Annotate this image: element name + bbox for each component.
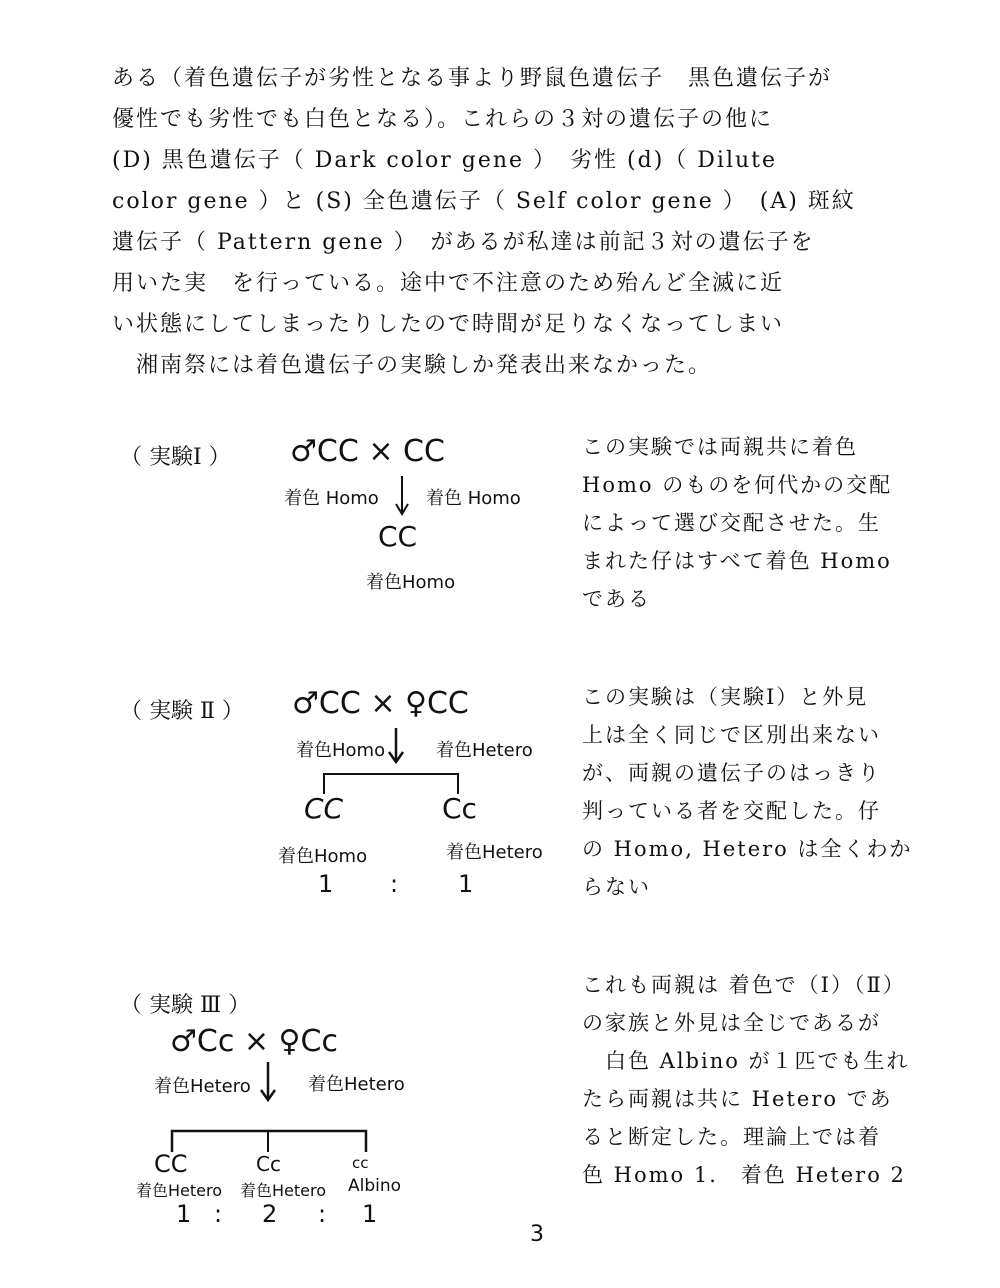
experiment-3-label: （ 実験 Ⅲ ） <box>120 993 251 1018</box>
experiment-3-child-1: CC <box>154 1150 188 1178</box>
description-line: である <box>582 587 651 611</box>
intro-line: 優性でも劣性でも白色となる）。これらの３対の遺伝子の他に <box>112 107 774 132</box>
experiment-3-ratio-colon-1: : <box>214 1200 223 1228</box>
description-line: らない <box>582 875 651 899</box>
description-line: 判っている者を交配した。仔 <box>582 799 881 823</box>
description-line: によって選び交配させた。生 <box>582 511 881 535</box>
down-arrow-icon <box>392 474 412 518</box>
experiment-3-ratio-2: 2 <box>262 1200 278 1228</box>
description-line: この実験では両親共に着色 <box>582 435 858 459</box>
intro-line: 湘南祭には着色遺伝子の実験しか発表出来なかった。 <box>112 353 713 378</box>
experiment-2-label: （ 実験 Ⅱ ） <box>120 699 244 724</box>
experiment-3-ratio-1: 1 <box>176 1200 192 1228</box>
intro-line: 遺伝子（ Pattern gene ） があるが私達は前記３対の遺伝子を <box>112 230 815 255</box>
description-line: 白色 Albino が１匹でも生れ <box>582 1049 910 1073</box>
experiment-3-child-3: cc <box>352 1154 369 1172</box>
page-number: 3 <box>530 1222 544 1247</box>
experiment-3-child-2: Cc <box>256 1152 281 1176</box>
experiment-2-parent-right: 着色Hetero <box>436 740 533 761</box>
experiment-1-parent-right: 着色 Homo <box>426 488 521 509</box>
intro-line: 用いた実 を行っている。途中で不注意のため殆んど全滅に近 <box>112 271 785 296</box>
experiment-1-description <box>582 428 962 618</box>
intro-line: color gene ）と (S) 全色遺伝子（ Self color gene ） (A) 斑紋 <box>112 189 856 214</box>
experiment-3-ratio-colon-2: : <box>318 1200 327 1228</box>
experiment-2-child-1: CC <box>304 792 344 825</box>
experiment-3-ratio-3: 1 <box>362 1200 378 1228</box>
description-line: まれた仔はすべて着色 Homo <box>582 549 892 573</box>
experiment-1-parent-left: 着色 Homo <box>284 488 379 509</box>
experiment-2-ratio-colon: : <box>390 870 399 898</box>
experiment-1-offspring: CC <box>378 520 418 553</box>
experiment-2-ratio-2: 1 <box>458 870 474 898</box>
branch-bracket <box>170 1128 370 1154</box>
description-line: の Homo, Hetero は全くわか <box>582 837 913 861</box>
experiment-3-description <box>582 966 962 1194</box>
experiment-2-description <box>582 678 962 906</box>
description-line: の家族と外見は全じであるが <box>582 1011 881 1035</box>
description-line: ると断定した。理論上では着 <box>582 1125 881 1149</box>
experiment-1-offspring-label: 着色Homo <box>366 572 456 593</box>
experiment-2-parent-left: 着色Homo <box>296 740 386 761</box>
intro-paragraph <box>112 58 952 386</box>
description-line: たら両親は共に Hetero であ <box>582 1087 893 1111</box>
experiment-2-child-2-label: 着色Hetero <box>446 842 543 863</box>
experiment-1-cross: ♂CC × CC <box>290 434 445 469</box>
description-line: この実験は（実験Ⅰ）と外見 <box>582 685 869 709</box>
experiment-3-parent-right: 着色Hetero <box>308 1074 405 1095</box>
experiment-2-child-2: Cc <box>442 792 477 825</box>
intro-line: (D) 黒色遺伝子（ Dark color gene ） 劣性 (d)（ Dilute <box>112 148 778 173</box>
description-line: が、両親の遺伝子のはっきり <box>582 761 881 785</box>
intro-line: ある（着色遺伝子が劣性となる事より野鼠色遺伝子 黒色遺伝子が <box>112 66 833 91</box>
experiment-2-ratio-1: 1 <box>318 870 334 898</box>
experiment-1-label: （ 実験Ⅰ ） <box>120 445 231 470</box>
experiment-3-parent-left: 着色Hetero <box>154 1076 251 1097</box>
experiment-3-cross: ♂Cc × ♀Cc <box>170 1024 338 1059</box>
experiment-3-child-1-label: 着色Hetero <box>136 1181 223 1200</box>
description-line: Homo のものを何代かの交配 <box>582 473 893 497</box>
description-line: 色 Homo 1. 着色 Hetero 2 <box>582 1163 906 1187</box>
description-line: これも両親は 着色で（Ⅰ）（Ⅱ） <box>582 973 906 997</box>
experiment-2-child-1-label: 着色Homo <box>278 846 368 867</box>
experiment-3-child-2-label: 着色Hetero <box>240 1181 327 1200</box>
description-line: 上は全く同じで区別出来ない <box>582 723 881 747</box>
experiment-3-child-3-label: Albino <box>348 1176 402 1196</box>
experiment-2-cross: ♂CC × ♀CC <box>292 686 469 721</box>
down-arrow-icon <box>256 1060 280 1104</box>
down-arrow-icon <box>384 726 408 766</box>
intro-line: い状態にしてしまったりしたので時間が足りなくなってしまい <box>112 312 785 337</box>
